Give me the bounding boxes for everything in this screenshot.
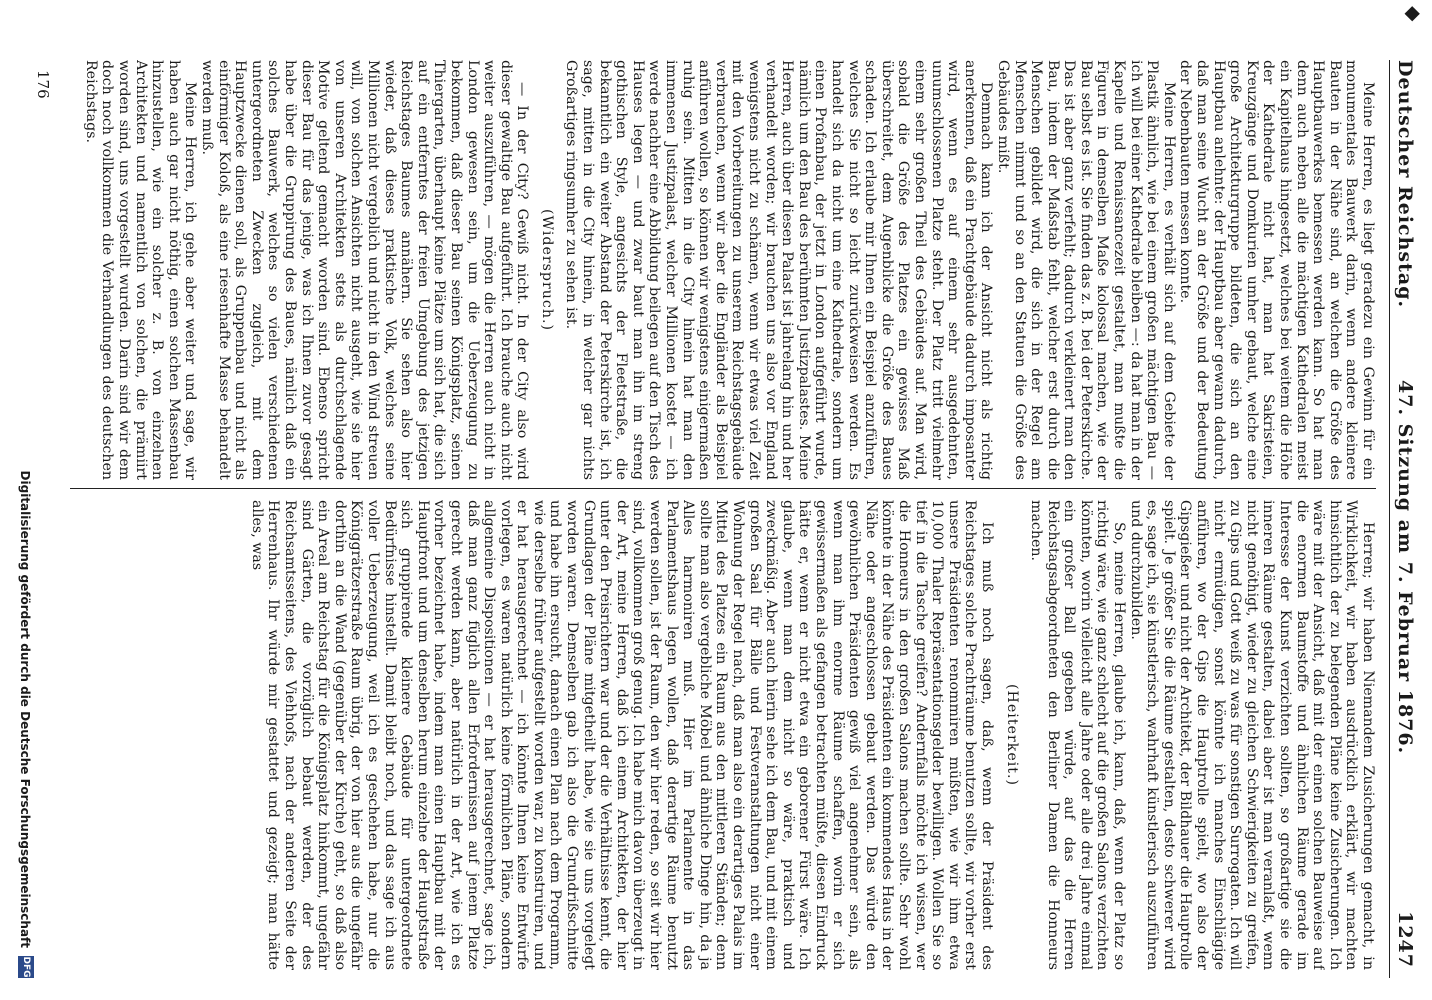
- dfg-logo-icon: DFG: [18, 956, 34, 978]
- paragraph: Demnach kann ich der Ansicht nicht als richtig anerkennen, daß ein Prachtgebäude dadurch imposanter wird, wenn es auf einem sehr ausgedehnten, unumschlossenen Platze steht. Der Platz tritt vielmehr einem sehr großen Theil des Gebäudes auf. Man wird, sobald die Größe des Platzes ein gewisses Maß überschreitet, dem Augenblicke die Größe des Baues schaden. Ich erlaube mir Ihnen ein Beispiel anzuführen, welches Sie nicht so leicht zurückweisen werden. Es handelt sich da nicht um eine Kathedrale, sondern um einen Profanbau, der jetzt in London aufgeführt wurde, nämlich um den Bau des berühmten Justizpalastes. Meine Herren, auch über diesen Palast ist jahrelang hin und her verhandelt worden; wir brauchen uns also vor England wenigstens nicht zu schämen, wenn wir etwas viel Zeit mit den Vorbereitungen zu unserem Reichstagsgebäude verbrauchen, wenn wir aber die Engländer als Beispiel anführen wollen, so können wir wenigstens einigermaßen ruhig sein. Mitten in die City hinein hat man den immensen Justizpalast, welcher Millionen kostet — ich werde nachher eine Abbildung beilegen auf den Tisch des Hauses legen — und zwar baut man ihn im streng gothischen Style, angesichts der Fleetstraße, die bekanntlich ein weiter Abstand der Peterskirche ist, ich sage, mitten in die City hinein, in welcher gar nichts Großartiges ringsumher zu sehen ist.: [563, 60, 995, 480]
- pin-mark-icon: ◆: [1402, 6, 1426, 22]
- header-page-number: 1247: [1394, 911, 1416, 968]
- stage-direction: (Heiterkeit.): [1003, 684, 1020, 786]
- paragraph: Ich muß noch sagen, daß, wenn der Präsident des Reichstages solche Prachträume benutzen sollte, wir vorher erst unsere Präsidenten renommiren müßten, wie wir ihm etwa 10,000 Thaler Repräsentationsgelder bewilligen. Wollen Sie so tief in die Tasche greifen? Andernfalls möchte ich wissen, wer die Honneurs in den großen Salons machen sollte. Sehr wohl könnte in der Nähe des Präsidenten ein kommendes Haus in der Nähe oder angeschlossen gebaut werden. Das würde den gewöhnlichen Präsidenten gewiß viel angenehmer sein, als wenn man ihm enorme Räume schaffen, worin er sich gewissermaßen als gefangen betrachten müßte, diesen Eindruck hätte er, wenn er nicht etwa ein geborener Fürst wäre. Ich glaube, wenn man dem nicht so wäre, praktisch und zweckmäßig. Aber auch hierin sehe ich dem Bau, und mit einem großen Saal für Bälle und Festveranstaltungen nicht einer Wohnung der Regel nach, daß man also ein derartiges Palais im Mittel des Platzes ein Raum aus den mittleren Ständen; denn sollte man also vergebliche Möbel und ähnliche Dinge hin, da ja Alles harmoniren muß. Hier im Parlamente in das Parlamentshaus legen wollen, daß derartige Räume benutzt werden sollen, ist der Raum, den wir hier reden, so seit wir hier sind, vollkommen groß genug. Ich habe mich davon überzeugt in der Art, meine Herren, daß ich einem Architekten, der hier unter den Preisrichtern war und der die Verhältnisse kennt, die Grundlagen der Pläne mitgetheilt habe, wie sie uns vorgelegt worden waren. Demselben gab ich also die Grundrißschnitte und habe ihn ersucht, danach einen Plan nach dem Programm, wie derselbe früher aufgestellt worden war, zu konstruiren, und er hat herausgerechnet — ich könnte Ihnen keine Entwürfe vorlegen, es waren natürlich keine förmlichen Pläne, sondern allgemeine Dispositionen — er hat herausgerechnet, sage ich, daß man ganz füglich allen Erfordernissen auf jenem Platze gerecht werden kann, aber natürlich in der Art, wie ich es vorher bezeichnet habe, indem man einen Hauptbau mit der Hauptfront und um denselben herum einzelne der Hauptstraße sich gruppirende kleinere Gebäude für untergeordnete Bedürfnisse hinstellt. Damit bleibt noch, und das sage ich aus voller Ueberzeugung, weil ich es geschehen habe, nur die Königgrätzerstraße Raum übrig, der von hier aus die ungefähr dorthin an die Wand (gegenüber der Kirche) geht, so daß also ein Areal am Reichstag für die Königsplatz hinkommt, ungefähr sind Gärten, die vorzüglich bebaut werden, der des Reichsamtsseitens, des Viehhofs, nach der anderen Seite der Herrenhaus. Ihr würde mir gestattet und gezeigt; man hätte alles, was: [248, 500, 995, 970]
- paragraph: Meine Herren, ich gehe aber weiter und sage, wir haben auch gar nicht nöthig, einen solchen Massenbau hinzustellen, wie ein solcher z. B. von einzelnen Architekten und namentlich von solchen, die prämiirt worden sind, uns vorgestellt wurden. Darin sind wir dem doch noch vollkommen die Verhandlungen des deutschen Reichstags.: [82, 60, 199, 480]
- signature-number: 176: [34, 70, 52, 99]
- paragraph: Meine Herren, es verhält sich auf dem Gebiete der Plastik ähnlich, wie bei einem großen mächtigen Bau — ich will bei einer Kathedrale bleiben —: da hat man in der Kapelle und Renaissancezeit gestaltet, man mußte die Figuren in demselben Maße kolossal machen, wie der Bau selbst es ist. Sie finden das z. B. bei der Peterskirche. Das ist aber ganz verfehlt; dadurch verkleinert man den Bau, indem der Maßstab fehlt, welcher erst durch die Menschen gebildet wird, die sich in der Regel am Menschen nimmt und so an den Statuen die Größe des Gebäudes mißt.: [994, 60, 1177, 480]
- text-column-left: [70, 60, 1376, 480]
- paragraph: So, meine Herren, glaube ich, kann, daß, wenn der Platz so richtig wäre, wie ganz schlecht auf die großen Salons verzichten könnten, worin vielleicht alle Jahre oder alle drei Jahre einmal ein großer Ball gegeben würde, auf das die Herren Reichstagsabgeordneten den Berliner Damen die Honneurs machen.: [1028, 500, 1128, 970]
- column-divider: [70, 488, 1376, 489]
- header-title: Deutscher Reichstag.: [1394, 60, 1416, 309]
- text-column-right: [70, 500, 1376, 970]
- paragraph: — In der City? Gewiß nicht. In der City also wird dieser gewaltige Bau aufgeführt. Ich brauche auch nicht weiter auszuführen, — mögen die Herren auch nicht in London gewesen sein, um die Ueberzeugung zu bekommen, daß dieser Bau seinen Königsplatz, seinen Thiergarten, überhaupt keine Plätze um sich hat, die sich auf ein entferntes der freien Umgebung des jetzigen Reichstages Baumes annähern. Sie sehen also hier wieder, daß dieses praktische Volk, welches seine Millionen nicht vergeblich und nicht in den Wind streuen will, von solchen Ansichten nicht ausgeht, wie sie hier von unseren Architekten stets als durchschlagende Motive geltend gemacht worden sind. Ebenso spricht dieser Bau für das jenige, was ich Ihnen zuvor gesagt habe über die Gruppirung des Baues, nämlich daß ein solches Bauwerk, welches so vielen verschiedenen untergeordneten Zwecken zugleich, mit dem Hauptzwecke dienen soll, als Gruppenbau und nicht als einförmiger Koloß, als eine riesenhafte Masse behandelt werden muß.: [199, 60, 531, 480]
- header-session: 47. Sitzung am 7. Februar 1876.: [1394, 380, 1416, 755]
- page-header: [1389, 60, 1416, 978]
- funding-note: Digitalisierung gefördert durch die Deutsche Forschungsgemeinschaft: [18, 470, 32, 948]
- paragraph: Herren; wir haben Niemandem Zusicherungen gemacht, in Wirklichkeit, wir haben ausdrücklich erklärt, wir machten hinsichtlich der zu belegenden Pläne keine Zusicherungen. Ich wäre mit der Ansicht, daß mit der einen solchen Bauweise auf die enormen Baumstoffe und ähnlichen Räume gerade im Interesse der Kunst verzichten sollten, so großartige sie die inneren Räume gestalten, dabei aber ist man veranlaßt, wenn nicht genöthigt, wieder zu gleichen Schwierigkeiten zu greifen, zu Gips und Gott weiß zu was für sonstigen Surrogaten. Ich will nicht ermüdigen, sonst könnte ich manches Einschlägige anführen, wo der Gips die Hauptrolle spielt, wo also der Gipsgießer und nicht der Architekt, der Bildhauer die Hauptrolle spielt. Je größer Sie die Räume gestalten, desto schwerer wird es, sage ich, sie künstlerisch, wahrhaft künstlerisch auszuführen und durchzubilden.: [1127, 500, 1376, 970]
- digitization-footer: [14, 60, 34, 978]
- stage-direction: (Widerspruch.): [538, 208, 555, 332]
- paragraph: Meine Herren, es liegt geradezu ein Gewinn für ein monumentales Bauwerk darin, wenn andere kleinere Bauten in der Nähe sind, an welchen die Größe des Hauptbauwerkes bemessen werden kann. So hat man denn auch neben alle die mächtigen Kathedralen meist ein Kapitelhaus hingesetzt, welches bei weitem die Höhe der Kathedrale nicht hat, man hat Sakristeien, Kreuzgänge und Domkurien umher gebaut, welche eine große Architekturgruppe bildeten, die sich an den Hauptbau anlehnte: der Hauptbau aber gewann dadurch, daß man seine Wucht an der Größe und der Bedeutung der Nebenbauten messen konnte.: [1177, 60, 1376, 480]
